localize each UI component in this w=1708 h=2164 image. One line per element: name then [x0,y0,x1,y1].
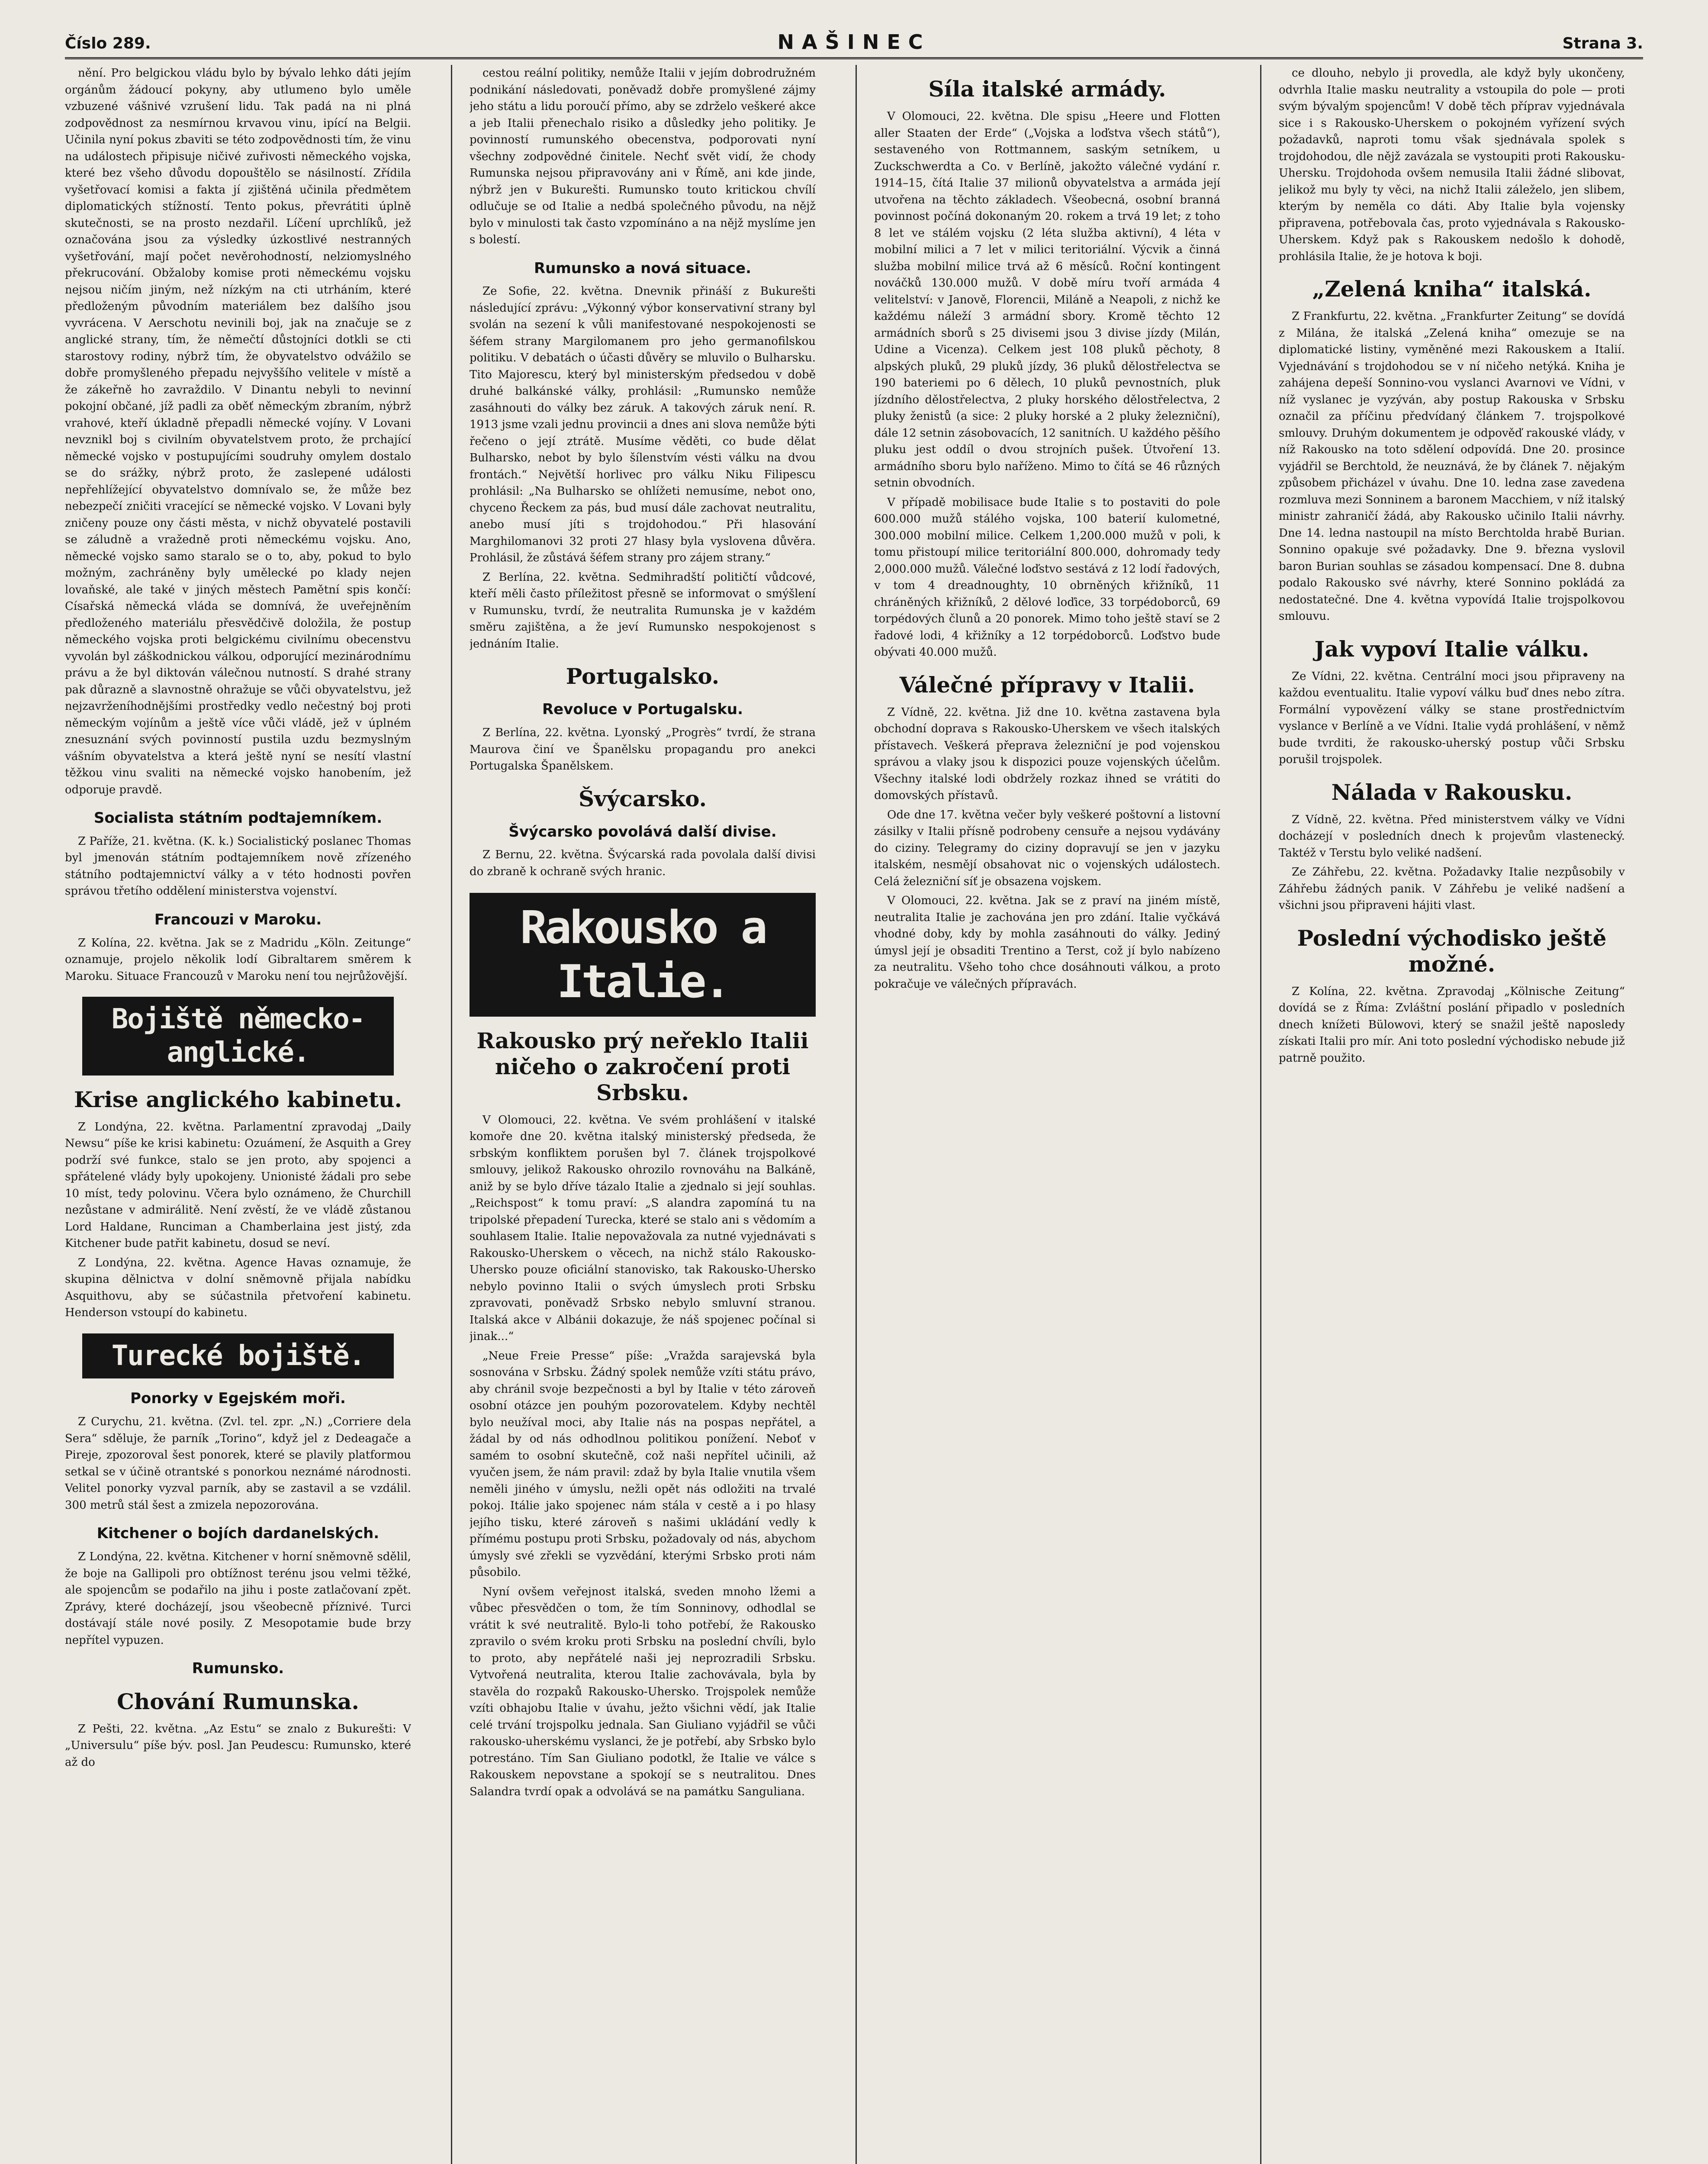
article-subheading: Rumunsko a nová situace. [534,259,752,277]
article-paragraph: Ze Sofie, 22. května. Dnevnik přináší z Bukurešti následující zprávu: „Výkonný výbor konservativní strany byl svolán na sezení k vůli manifestované nespokojenosti se šéfem strany Margilomanem pro jeho germanofilskou politiku. V debatách o účasti důvěry se mluvilo o Bulharsku. Tito Majorescu, který byl ministerským předsedou v době druhé balkánské války, prohlásil: „Rumunsko nemůže zasáhnouti do války bez záruk. A takových záruk není. R. 1913 jsme vzali jednu provincii a dnes ani slova nemůže býti řečeno o její ztrátě. Musíme věděti, co bude dělat Bulharsko, nebot by bylo šílenstvím vésti válku na dvou frontách.“ Největší horlivec pro válku Niku Filipescu prohlásil: „Na Bulharsko se ohlížeti nemusíme, nebot ono, chyceno Řeckem za pás, bud musí dále zachovat neutralitu, anebo musí jíti s trojdohodou.“ Při hlasování Marghilomanovi 32 proti 27 hlasy byla vyslovena důvěra. Prohlásil, že zůstává šéfem strany pro zájem strany.“ [470,285,816,565]
article-paragraph: Z Frankfurtu, 22. května. „Frankfurter Zeitung“ se dovídá z Milána, že italská „Zelená kniha“ omezuje se na diplomatické listiny, vyměněné mezi Rakouskem a Italií. Vyjednávání s trojdohodou se v ní ničeho netýká. Kniha je zahájena depeší Sonnino-vou vyslanci Avarnovi ve Vídni, v níž vyslanec je vyzýván, aby postup Rakouska v Srbsku označil za příčinu předvídaný článkem 7. trojspolkové smlouvy. Druhým dokumentem je odpověď rakouské vlády, v níž Rakousko na toto sdělení odpovídá. Dne 20. prosince vyjádřil se Berchtold, že neuznává, že by článek 7. nějakým způsobem přicházel v úvahu. Dne 10. ledna zase zavedena rozmluva mezi Sonninem a baronem Macchiem, v níž italský ministr zahraničí žádá, aby Rakousko učinilo Italii návrhy. Dne 14. ledna nastoupil na místo Berchtolda hrabě Burian. Sonnino opakuje své požadavky. Dne 9. března vyslovil baron Burian souhlas se zásadou kompensací. Dne 8. dubna podalo Rakousko své návrhy, které Sonnino pokládá za nedostatečné. Dne 4. května vypovídá Italie trojspolkovou smlouvu. [1279,310,1625,623]
article-heading: Nálada v Rakousku. [1331,779,1573,805]
article-heading: Jak vypoví Italie válku. [1314,636,1589,662]
article-subheading: Francouzi v Maroku. [154,911,322,928]
article-subheading: Kitchener o bojích dardanelských. [96,1525,380,1542]
article-paragraph: „Neue Freie Presse“ píše: „Vražda sarajevská byla sosnována v Srbsku. Žádný spolek nemůže vzíti státu právo, aby chránil svoje bezpečnosti a byl by Italie v této zároveň osobní otázce jen pouhým pozorovatelem. Kdyby nechtěl bylo neužíval moci, aby Italie nás na pospas nepřátel, a žádal by od nás odhodlnou politikou ponížení. Neboť v samém to osobní skutečně, což naši nepřítel učinili, až vyučen jsem, že nám pravil: zdaž by byla Italie vnutila všem neměli jiného v úmyslu, nežli opět nás odložiti na trvalé pokoj. Itálie jako spojenec nám stála v cestě a i po hlasy jejího tisku, které zároveň s našimi ukládání vedly k přímému postupu proti Srbsku, požadovaly od nás, abychom úmysly své zřekli se vyzvědání, kterými Srbsko proti nám působilo. [470,1349,816,1579]
column-2 [470,65,816,2164]
page-number: Strana 3. [1562,35,1643,52]
article-paragraph: Z Londýna, 22. května. Parlamentní zpravodaj „Daily Newsu“ píše ke krisi kabinetu: Ozuámení, že Asquith a Grey podrží své funkce, stalo se jen proto, aby spojenci a spřátelené vlády byly upokojeny. Unionisté žádali pro sebe 10 míst, tedy polovinu. Včera bylo oznámeno, že Churchill nezůstane v admirálitě. Není zvěstí, že ve vládě zůstanou Lord Haldane, Runciman a Chamberlaina jest jistý, zda Kitchener bude patřit kabinetu, dosud se neví. [65,1120,411,1250]
article-paragraph: Ze Vídni, 22. května. Centrální moci jsou připraveny na každou eventualitu. Italie vypoví válku buď dnes nebo zítra. Formální vypovězení války se stane prostřednictvím vyslance v Berlíně a ve Vídni. Italie vydá prohlášení, v němž bude tvrditi, že rakousko-uherský postup vůči Srbsku porušil trojspolek. [1279,670,1625,766]
article-heading: Válečné přípravy v Italii. [899,672,1195,698]
article-heading: Chování Rumunska. [117,1688,359,1714]
column-divider [451,65,452,2164]
article-paragraph: Z Paříže, 21. května. (K. k.) Socialistický poslanec Thomas byl jmenován státním podtajemníkem nově zřízeného státního podtajemnictví války a v této hodnosti povřen správou třetího oddělení ministerstva vojenství. [65,834,411,898]
article-paragraph: Z Kolína, 22. května. Jak se z Madridu „Köln. Zeitunge“ oznamuje, projelo několik lodí Gibraltarem směrem k Maroku. Situace Francouzů v Maroku není tou nejrůžovější. [65,936,411,983]
article-paragraph: V případě mobilisace bude Italie s to postaviti do pole 600.000 mužů stálého vojska, 100 baterií kulometné, 300.000 mobilní milice. Celkem 1,200.000 mužů v poli, k tomu přistoupí milice teritoriální 800.000, dohromady tedy 2,000.000 mužů. Válečné loďstvo sestává z 12 lodí řadových, v tom 4 dreadnoughty, 10 obrněných křižníků, 11 chráněných křižníků, 2 dělové loďice, 33 torpédoborců, 69 torpédových člunů a 20 ponorek. Mimo toho ještě staví se 2 řadové lodi, 4 křižníky a 12 torpédoborců. Loďstvo bude obývati 40.000 mužů. [874,496,1220,659]
page-header [65,26,1643,56]
article-paragraph: Z Londýna, 22. května. Agence Havas oznamuje, že skupina dělnictva v dolní sněmovně přijala nabídku Asquithovu, aby se súčastnila přetvoření kabinetu. Henderson vstoupí do kabinetu. [65,1256,411,1320]
article-paragraph: Nyní ovšem veřejnost italská, sveden mnoho lžemi a vůbec přesvědčen o tom, že tím Sonninovy, odhodlal se vrátit k své neutralitě. Bylo-li toho potřebí, že Rakousko zpravilo o svém kroku proti Srbsku na poslední chvíli, bylo to proto, aby nepřátelé naši jej neprozradili Srbsku. Vytvořená neutralita, kterou Italie zachovávala, byla by stavěla do rozpaků Rakousko-Uhersko. Trojspolek nemůže vzíti obhajobu Italie v úvahu, ježto všichni vědí, jak Italie celé trvání trojspolku jednala. San Giuliano vyjádřil se vůči rakousko-uherskému vyslanci, že je potřebí, aby Srbsko bylo potrestáno. Tím San Giuliano podotkl, že Italie ve válce s Rakouskem nepovstane a spokojí se s neutralitou. Dnes Salandra tvrdí opak a odvolává se na památku Sanguliana. [470,1585,816,1798]
article-paragraph: ce dlouho, nebylo ji provedla, ale když byly ukončeny, odvrhla Italie masku neutrality a vstoupila do pole — proti svým bývalým spojencům! V době těch příprav vyjednávala sice i s Rakousko-Uherskem o pokojném vyřízení svých požadavků, naproti tomu však sjednávala spolek s trojdohodou, dle nějž zavázala se vystoupiti proti Rakousku-Uhersku. Trojdohoda ovšem nemusila Italii žádné slibovat, jelikož mu byly ty věci, na nichž Italii záleželo, jen slibem, kterým by neměla co dáti. Aby Italie byla vojensky připravena, potřebovala čas, proto vyjednávala s Rakousko-Uherskem. Když pak s Rakouskem nedošlo k dohodě, prohlásila Italie, že je hotova k boji. [1279,67,1625,263]
column-4 [1279,65,1625,2164]
article-paragraph: Z Vídně, 22. května. Již dne 10. května zastavena byla obchodní doprava s Rakousko-Uherskem ve všech italských přístavech. Veškerá přeprava železniční je pod vojenskou správou a vlaky jsou k dispozici pouze vojenských účelům. Všechny italské lodi obdržely rozkaz ihned se vrátiti do domovských přístavů. [874,705,1220,802]
article-paragraph: Z Kolína, 22. května. Zpravodaj „Kölnische Zeitung“ dovídá se z Říma: Zvláštní poslání připadlo v posledních dnech knížeti Bülowovi, který se snažil ještě naposledy získati Italii pro mír. Ani toto poslední východisko nebude již patrně použito. [1279,985,1625,1065]
article-paragraph: Z Pešti, 22. května. „Az Estu“ se znalo z Bukurešti: V „Universulu“ píše býv. posl. Jan Peudescu: Rumunsko, které až do [65,1722,411,1769]
article-paragraph: Z Vídně, 22. května. Před ministerstvem války ve Vídni docházejí v posledních dnech k projevům vlastenecký. Taktéž v Terstu bylo veliké nadšení. [1279,813,1625,860]
article-paragraph: Z Berlína, 22. května. Sedmihradští političtí vůdcové, kteří měli často příležitost přesně se informovat o smýšlení v Rumunsku, tvrdí, že neutralita Rumunska je v každém směru zajištěna, a že jeví Rumunsko nespokojenost s jednáním Italie. [470,570,816,650]
article-heading: Krise anglického kabinetu. [74,1086,402,1112]
article-paragraph: Ode dne 17. května večer byly veškeré poštovní a listovní zásilky v Italii přísně podrobeny censuře a nejsou vydávány do ciziny. Telegramy do ciziny dopravují se jen v jazyku italském, nesmějí obsahovat nic o vojenských událostech. Celá železniční síť je obsazena vojskem. [874,808,1220,888]
article-subheading: Revoluce v Portugalsku. [542,701,743,718]
article-subheading: Švýcarsko povolává další divise. [508,823,777,840]
article-heading: „Zelená kniha“ italská. [1312,276,1592,302]
article-paragraph: Ze Záhřebu, 22. května. Požadavky Italie nezpůsobily v Záhřebu žádných panik. V Záhřebu je veliké nadšení a všichni jsou připraveni hájiti vlast. [1279,866,1625,912]
article-paragraph: Z Curychu, 21. května. (Zvl. tel. zpr. „N.) „Corriere dela Sera“ sděluje, že parník „Torino“, když jel z Dedeagače a Pireje, zpozoroval šest ponorek, které se plavily platformou setkal se v účině otrantské s ponorkou neznámé národnosti. Velitel ponorky vyzval parník, aby se zastavil a se vzdálil. 300 metrů stál šest a zmizela nepozorována. [65,1415,411,1512]
article-heading: Švýcarsko. [578,786,707,812]
article-paragraph: V Olomouci, 22. května. Jak se z praví na jiném místě, neutralita Italie je zachována jen pro zdání. Italie vyčkává vhodné doby, kdy by mohla zasáhnouti do války. Jediný úmysl její je obsaditi Trentino a Terst, což jí bylo nabízeno za neutralitu. Všeho toho chce dosáhnouti válkou, a proto pokračuje ve válečných přípravách. [874,894,1220,991]
column-divider [1260,65,1261,2164]
article-paragraph: Z Londýna, 22. května. Kitchener v horní sněmovně sdělil, že boje na Gallipoli pro obtížnost terénu jsou velmi těžké, ale spojencům se podařilo na jihu i poste zatlačovaní zpět. Zprávy, které docházejí, jsou všeobecně příznivé. Turci dostávají stále nové posily. Z Mesopotamie bude brzy nepřítel vypuzen. [65,1550,411,1647]
column-1 [65,65,411,2164]
column-3 [874,65,1220,2164]
article-paragraph: nění. Pro belgickou vládu bylo by bývalo lehko dáti jejím orgánům žádoucí pokyny, aby utlumeno bylo uměle vzbuzené vášnivé vzrušení lidu. Tak padá na ni plná zodpovědnost za nesmírnou krvavou vinu, ipící na Belgii. Učinila nyní pokus zbaviti se této zodpovědnosti tím, že vinu na událostech připisuje ničivé zuřivosti německého vojska, které bez všeho důvodu dopouštělo se násilností. Zřídila vyšetřovací komisi a fakta jí zjištěná učinila předmětem diplomatických stížností. Tento pokus, převrátiti úplně skutečnosti, se na prosto nezdařil. Líčení uprchlíků, jež označována jsou za výsledky úzkostlivé nestranných vyšetřování, mají počet nevěrohodností, nelziomyslného překrucování. Obžaloby komise proti německému vojsku nejsou ničím jiným, než nízkým na cti utrháním, které předloženým původním materiálem bez dalšího jsou vyvrácena. V Aerschotu nevinili boj, jak na značuje se z anglické strany, tím, že němečtí důstojníci dotkli se cti starostovy rodiny, nýbrž tím, že obyvatelstvo odvážilo se dobře promyšleného přepadu nejvyššího velitele v místě a že zákeřně ho zavraždilo. V Dinantu nebyli to nevinní pokojní občané, jíž padli za oběť německým zbraním, nýbrž vrahové, kteří úkladně přepadli německé vojíny. V Lovani nevznikl boj s civilním obyvatelstvem proto, že prchající německé vojsko v postupujícími soudruhy omylem dostalo se do srážky, nýbrž proto, že zaslepené události nepřehlížející obyvatelstvo domnívalo se, že může bez nebezpečí zničiti vracející se německé vojsko. V Lovani byly zničeny pouze ony části města, v nichž obyvatelé postavili se záludně a vražedně proti německému vojsku. Ano, německé vojsko samo staralo se o to, aby, pokud to bylo možným, zachráněny byly umělecké po klady nejen lovaňské, ale také v jiných městech Pamětní spis končí: Císařská německá vláda se domnívá, že uveřejněním předloženého materiálu přesvědčivě doložila, že postup německého vojska proti belgickému civilnímu obecenstvu vyvolán byl záškodnickou válkou, odporující mezinárodnímu právu a že byl diktován válečnou nutností. S drahé strany pak důrazně a slavnostně ohražuje se vůči obyvatelstvu, jež nejzavrženíhodnějšími prostředky vedlo nečestný boj proti německým vojínům a ještě více vůči vládě, jež v úplném znesuznání svých povinností pustila uzdu bezmyslným vášním obyvatelstva a která ještě nyní se nesítí vlastní těžkou vinu svaliti na německé vojsko hanobením, jež odporuje pravdě. [65,67,411,796]
article-heading: Portugalsko. [566,663,720,689]
issue-number: Číslo 289. [65,35,151,52]
section-banner: Turecké bojiště. [82,1333,394,1379]
article-paragraph: V Olomouci, 22. května. Ve svém prohlášení v italské komoře dne 20. května italský ministerský předseda, že srbským konfliktem porušen byl 7. článek trojspolkové smlouvy, jelikož Rakousko ohrozilo rovnováhu na Balkáně, aniž by se bylo dříve tázalo Italie a zjednalo si její souhlas. „Reichspost“ k tomu praví: „S alandra zapomíná tu na tripolské přepadení Turecka, které se stalo ani s vědomím a souhlasem Italie. Italie nepovažovala za nutné vyjednávati s Rakousko-Uherskem o věcech, na nichž stálo Rakousko-Uhersko pouze oficiální stanovisko, tak Rakousko-Uhersko nebylo povinno Italii o svých úmyslech proti Srbsku zpravovati, poněvadž Srbsko nebylo smluvní stranou. Italská akce v Albánii dokazuje, že náš spojenec počínal si jinak...“ [470,1113,816,1343]
header-rule [65,57,1643,59]
article-paragraph: Z Berlína, 22. května. Lyonský „Progrès“ tvrdí, že strana Maurova činí ve Španělsku propagandu pro anekci Portugalska Španělskem. [470,726,816,773]
article-subheading: Socialista státním podtajemníkem. [93,809,383,827]
article-subheading: Ponorky v Egejském moři. [130,1390,346,1407]
section-banner: Bojiště německo-anglické. [82,997,394,1076]
column-divider [856,65,857,2164]
article-heading: Rakousko prý neřeklo Italii ničeho o zakročení proti Srbsku. [476,1027,809,1105]
main-banner-headline: Rakousko a Italie. [470,893,816,1017]
article-paragraph: V Olomouci, 22. května. Dle spisu „Heere und Flotten aller Staaten der Erde“ („Vojska a loďstva všech států“), sestaveného von Rottmannem, saským setníkem, u Zuckschwerdta a Co. v Berlíně, jakožto válečné vydání r. 1914–15, čítá Italie 37 milionů obyvatelstva a armáda její utvořena na těchto základech. Všeobecná, osobní branná povinnost počíná dokonaným 20. rokem a trvá 19 let; z toho 8 let ve stálém vojsku (2 léta služba aktivní), 4 léta v mobilní milici a 7 let v milici teritoriální. Výcvik a činná služba mobilní milice trvá až 6 měsíců. Roční kontingent nováčků 130.000 mužů. V době míru tvoří armáda 4 velitelství: v Janově, Florencii, Miláně a Neapoli, z nichž ke každému náleží 3 armádní sbory. Kromě těchto 12 armádních sborů s 25 divisemi jsou 3 divise jízdy (Milán, Udine a Vicenza). Celkem jest 108 pluků pěchoty, 8 alpských pluků, 29 pluků jízdy, 36 pluků dělostřelectva se 190 bateriemi po 6 dělech, 10 pluků pevnostních, pluk jízdního dělostřelectva, 2 pluky horského dělostřelectva, 2 pluky ženistů (a sice: 2 pluky horské a 2 pluky železniční), dále 12 setnin zásobovacích, 12 sanitních. U každého pěšího pluku jest oddíl o dvou strojních pušek. Útvoření 13. armádního sboru bylo naříženo. Mimo to čítá se 46 různých setnin obvodních. [874,110,1220,489]
article-subheading: Rumunsko. [192,1660,284,1678]
article-paragraph: cestou reální politiky, nemůže Italii v jejím dobrodružném podnikání následovati, poněvadž dobře promyšlené zájmy jeho státu a lidu poroučí přímo, aby se zdrželo veškeré akce a jeb Italii přenechalo risiko a důsledky jeho politiky. Je povinností rumunského obecenstva, podporovati nyní všechny zodpovědné činitele. Nechť svět vidí, že chody Rumunska nejsou připravovány ani v Římě, ani kde jinde, nýbrž jen v Bukurešti. Rumunsko touto kritickou chvílí odlučuje se od Italie a nedbá společného původu, na nějž bylo v minulosti tak často vzpomínáno a na nějž myslíme jen s bolestí. [470,67,816,246]
article-heading: Síla italské armády. [928,76,1166,102]
masthead-title: NAŠINEC [777,30,931,54]
article-heading: Poslední východisko ještě možné. [1297,925,1607,977]
article-paragraph: Z Bernu, 22. května. Švýcarská rada povolala další divisi do zbraně k ochraně svých hranic. [470,848,816,878]
